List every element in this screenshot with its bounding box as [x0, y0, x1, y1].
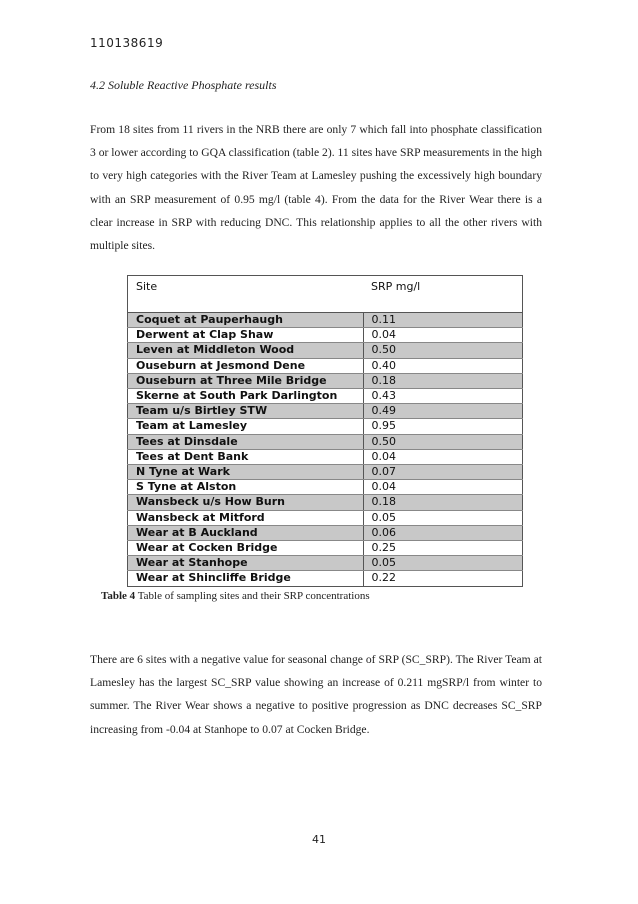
table-row — [128, 343, 523, 358]
table-row — [128, 510, 523, 525]
table-cell-srp: 0.06 — [363, 525, 523, 540]
table-cell-site: Wansbeck at Mitford — [128, 510, 364, 525]
table-cell-srp: 0.49 — [363, 404, 523, 419]
table-row — [128, 328, 523, 343]
table-caption-label: Table 4 — [101, 590, 136, 602]
column-header-site: Site — [128, 276, 364, 313]
table-cell-srp: 0.04 — [363, 449, 523, 464]
table-row — [128, 525, 523, 540]
table-cell-site: Wear at Cocken Bridge — [128, 541, 364, 556]
table-cell-site: Wear at Stanhope — [128, 556, 364, 571]
table-cell-site: Ouseburn at Three Mile Bridge — [128, 373, 364, 388]
table-cell-srp: 0.50 — [363, 343, 523, 358]
table-cell-srp: 0.95 — [363, 419, 523, 434]
table-row — [128, 465, 523, 480]
table-row — [128, 313, 523, 328]
table-cell-site: Tees at Dinsdale — [128, 434, 364, 449]
table-cell-site: Ouseburn at Jesmond Dene — [128, 358, 364, 373]
table-row — [128, 419, 523, 434]
table-row — [128, 556, 523, 571]
table-row — [128, 541, 523, 556]
table-cell-srp: 0.43 — [363, 389, 523, 404]
table-cell-srp: 0.18 — [363, 495, 523, 510]
table-cell-srp: 0.07 — [363, 465, 523, 480]
table-cell-srp: 0.05 — [363, 556, 523, 571]
table-cell-site: Wear at Shincliffe Bridge — [128, 571, 364, 586]
table-cell-site: Leven at Middleton Wood — [128, 343, 364, 358]
table-cell-site: Tees at Dent Bank — [128, 449, 364, 464]
table-cell-srp: 0.22 — [363, 571, 523, 586]
table-cell-site: Team at Lamesley — [128, 419, 364, 434]
table-cell-srp: 0.40 — [363, 358, 523, 373]
table-cell-site: Coquet at Pauperhaugh — [128, 313, 364, 328]
table-cell-site: Skerne at South Park Darlington — [128, 389, 364, 404]
table-row — [128, 480, 523, 495]
section-heading: 4.2 Soluble Reactive Phosphate results — [90, 78, 277, 92]
table-header-row — [128, 276, 523, 313]
table-cell-site: Team u/s Birtley STW — [128, 404, 364, 419]
table-cell-srp: 0.04 — [363, 480, 523, 495]
table-row — [128, 389, 523, 404]
column-header-srp: SRP mg/l — [363, 276, 523, 313]
table-cell-site: Wansbeck u/s How Burn — [128, 495, 364, 510]
table-row — [128, 358, 523, 373]
table-cell-site: Derwent at Clap Shaw — [128, 328, 364, 343]
table-caption — [101, 590, 370, 602]
table-body — [128, 313, 523, 587]
table-row — [128, 495, 523, 510]
document-id: 110138619 — [90, 36, 164, 50]
table-cell-srp: 0.18 — [363, 373, 523, 388]
srp-table — [127, 275, 523, 587]
body-paragraph-2: There are 6 sites with a negative value for seasonal change of SRP (SC_SRP). The River Team at Lamesley has the largest SC_SRP value showing an increase of 0.211 mgSRP/l from winter to summer. The River Wear shows a negative to positive progression as DNC decreases SC_SRP increasing from -0.04 at Stanhope to 0.07 at Cocken Bridge. — [90, 653, 542, 736]
table-row — [128, 404, 523, 419]
table-cell-srp: 0.04 — [363, 328, 523, 343]
table-cell-srp: 0.11 — [363, 313, 523, 328]
table-row — [128, 571, 523, 586]
srp-table-container — [127, 275, 523, 587]
table-caption-text: Table of sampling sites and their SRP concentrations — [137, 590, 370, 602]
body-paragraph-1: From 18 sites from 11 rivers in the NRB there are only 7 which fall into phosphate classification 3 or lower according to GQA classification (table 2). 11 sites have SRP measurements in the high to very high categories with the River Team at Lamesley pushing the excessively high boundary with an SRP measurement of 0.95 mg/l (table 4). From the data for the River Wear there is a clear increase in SRP with reducing DNC. This relationship applies to all the other rivers with multiple sites. — [90, 123, 542, 253]
table-cell-site: S Tyne at Alston — [128, 480, 364, 495]
table-row — [128, 449, 523, 464]
table-row — [128, 434, 523, 449]
table-cell-site: Wear at B Auckland — [128, 525, 364, 540]
table-cell-site: N Tyne at Wark — [128, 465, 364, 480]
table-cell-srp: 0.50 — [363, 434, 523, 449]
page-number: 41 — [312, 833, 326, 846]
table-row — [128, 373, 523, 388]
table-cell-srp: 0.25 — [363, 541, 523, 556]
table-cell-srp: 0.05 — [363, 510, 523, 525]
